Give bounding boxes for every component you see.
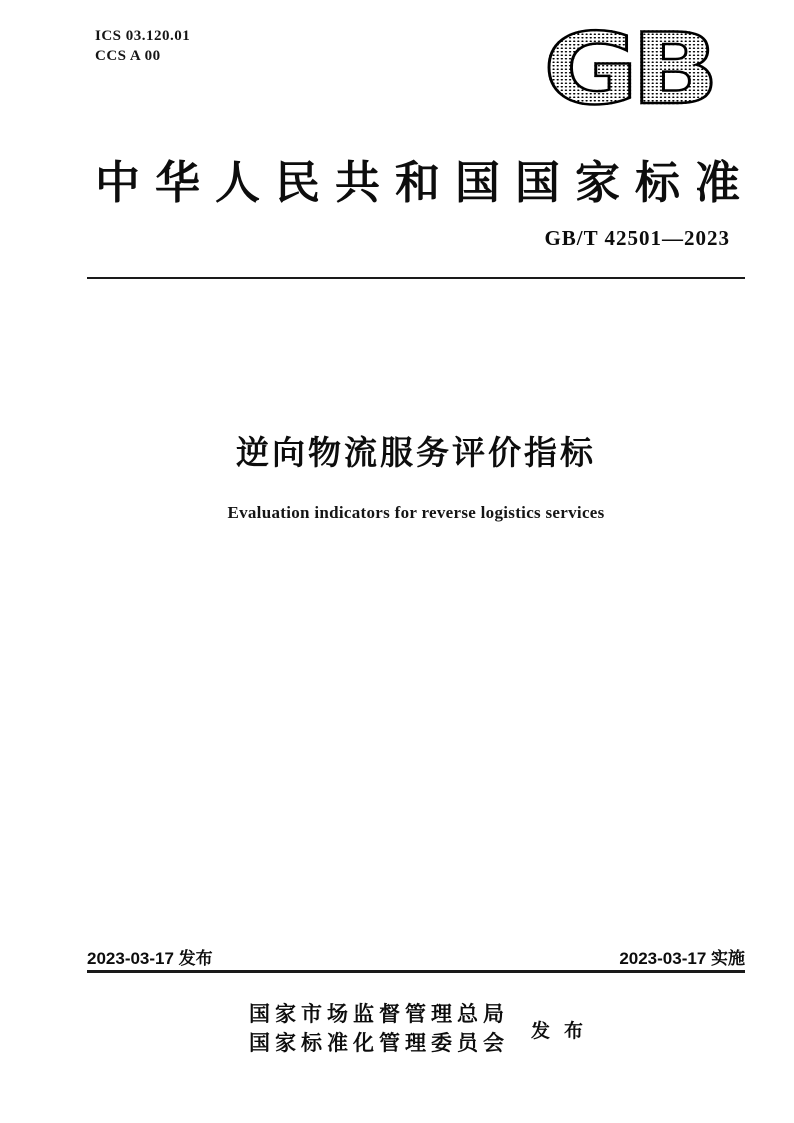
date-row bbox=[87, 944, 745, 969]
national-standard-header: 中华人民共和国国家标准 bbox=[95, 158, 756, 208]
ccs-code: CCS A 00 bbox=[95, 48, 161, 64]
issue-date: 2023-03-17 发布 bbox=[87, 949, 213, 968]
document-title-english: Evaluation indicators for reverse logistics services bbox=[227, 503, 605, 522]
document-title-chinese: 逆向物流服务评价指标 bbox=[236, 434, 596, 471]
publisher-names bbox=[249, 1000, 509, 1058]
header-divider-line bbox=[87, 277, 745, 279]
standard-number: GB/T 42501—2023 bbox=[544, 226, 730, 250]
ics-code: ICS 03.120.01 bbox=[95, 28, 191, 44]
publisher-line1: 国家市场监督管理总局 bbox=[248, 1002, 509, 1026]
publisher-block bbox=[87, 1000, 745, 1058]
implementation-date: 2023-03-17 实施 bbox=[619, 949, 745, 968]
publish-label: 发布 bbox=[530, 1020, 597, 1042]
footer-divider-line bbox=[87, 970, 745, 973]
publisher-line2: 国家标准化管理委员会 bbox=[248, 1031, 509, 1055]
classification-codes bbox=[95, 26, 190, 66]
gb-logo: GB bbox=[543, 13, 712, 127]
